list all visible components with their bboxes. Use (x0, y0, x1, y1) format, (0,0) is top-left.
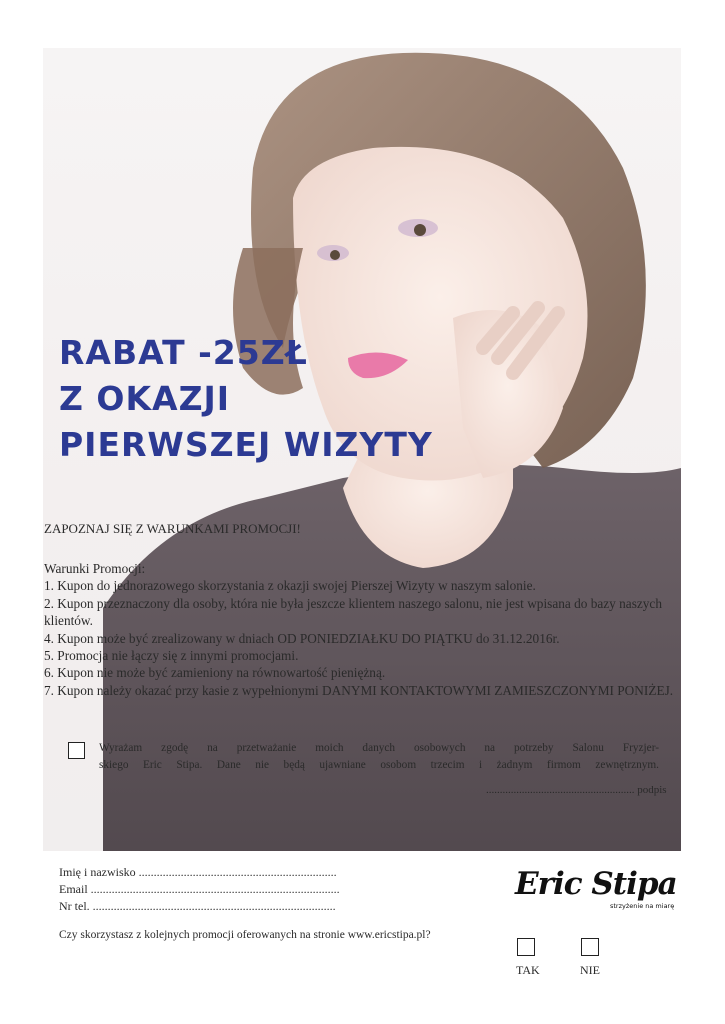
brand-logo (515, 866, 680, 914)
yes-checkbox[interactable] (517, 938, 535, 956)
no-label: NIE (580, 963, 600, 977)
condition-item: 5. Promocja nie łączy się z innymi promocjami. (44, 648, 299, 664)
logo-tagline: strzyżenie na miarę (610, 902, 675, 910)
consent-line-2: skiego Eric Stipa. Dane nie będą ujawniane osobom trzecim i żadnym firmom zewnętrznym. (99, 759, 659, 771)
headline-line-1: RABAT -25ZŁ (59, 333, 308, 372)
yes-label: TAK (516, 963, 540, 977)
condition-item: 1. Kupon do jednorazowego skorzystania z okazji swojej Pierszej Wizyty w naszym salonie. (44, 578, 536, 594)
promotion-question: Czy skorzystasz z kolejnych promocji oferowanych na stronie www.ericstipa.pl? (59, 929, 431, 941)
phone-field[interactable]: Nr tel. ................................................................................. (59, 899, 336, 913)
condition-item: 7. Kupon należy okazać przy kasie z wypełnionymi DANYMI KONTAKTOWYMI ZAMIESZCZONYMI PONIŻEJ. (44, 682, 674, 698)
name-field[interactable]: Imię i nazwisko .................................................................. (59, 865, 337, 879)
consent-checkbox[interactable] (68, 742, 85, 759)
condition-item: 6. Kupon nie może być zamieniony na równowartość pieniężną. (44, 665, 386, 681)
headline (59, 330, 433, 468)
condition-item: 2. Kupon przeznaczony dla osoby, która nie była jeszcze klientem naszego salonu, nie jest wpisana do bazy naszych klientów. (44, 595, 662, 629)
intro-text: ZAPOZNAJ SIĘ Z WARUNKAMI PROMOCJI! (44, 521, 301, 536)
consent-line-1: Wyrażam zgodę na przetważanie moich danych osobowych na potrzeby Salonu Fryzjer- (99, 742, 659, 754)
headline-line-2: Z OKAZJI (59, 379, 231, 418)
headline-line-3: PIERWSZEJ WIZYTY (59, 425, 433, 464)
consent-text (99, 740, 659, 774)
email-field[interactable]: Email ................................................................................... (59, 882, 340, 896)
condition-item: 4. Kupon może być zrealizowany w dniach OD PONIEDZIAŁKU DO PIĄTKU do 31.12.2016r. (44, 630, 560, 646)
promotion-conditions (44, 560, 684, 699)
conditions-title: Warunki Promocji: (44, 561, 146, 576)
logo-wordmark: Eric Stipa (515, 866, 677, 902)
no-checkbox[interactable] (581, 938, 599, 956)
signature-line[interactable]: ...................................................... podpis (486, 784, 667, 796)
conditions-list (44, 577, 684, 699)
contact-form (59, 864, 340, 915)
